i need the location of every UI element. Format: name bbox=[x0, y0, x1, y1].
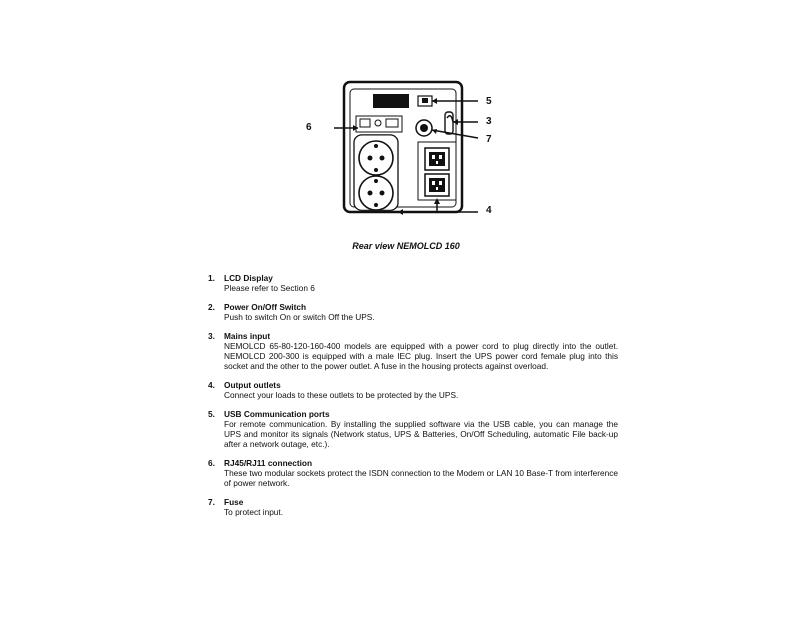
item-description: NEMOLCD 65-80-120-160-400 models are equipped with a power cord to plug directly into the outlet. NEMOLCD 200-300 is equipped with a male IEC plug. Insert the UPS power cord female plug into this socket and the other to the power outlet. A fuse in the housing protects against overload. bbox=[224, 341, 618, 371]
item-number: 2. bbox=[208, 302, 215, 312]
list-item bbox=[208, 331, 618, 371]
list-item bbox=[208, 458, 618, 488]
item-number: 7. bbox=[208, 497, 215, 507]
item-title: Mains input bbox=[224, 331, 271, 341]
callout-5: 5 bbox=[486, 96, 492, 107]
callout-4: 4 bbox=[486, 205, 492, 216]
item-number: 6. bbox=[208, 458, 215, 468]
component-list bbox=[208, 273, 618, 526]
figure-caption: Rear view NEMOLCD 160 bbox=[352, 241, 460, 251]
item-title: RJ45/RJ11 connection bbox=[224, 458, 313, 468]
item-title: USB Communication ports bbox=[224, 409, 330, 419]
item-description: Push to switch On or switch Off the UPS. bbox=[224, 312, 375, 322]
callout-6: 6 bbox=[306, 122, 312, 133]
item-number: 1. bbox=[208, 273, 215, 283]
item-description: Please refer to Section 6 bbox=[224, 283, 315, 293]
item-number: 3. bbox=[208, 331, 215, 341]
list-item bbox=[208, 302, 618, 322]
item-description: Connect your loads to these outlets to be protected by the UPS. bbox=[224, 390, 459, 400]
item-title: LCD Display bbox=[224, 273, 273, 283]
item-description: To protect input. bbox=[224, 507, 284, 517]
item-description: These two modular sockets protect the ISDN connection to the Modem or LAN 10 Base-T from interference of power network. bbox=[224, 468, 618, 488]
item-number: 5. bbox=[208, 409, 215, 419]
item-title: Fuse bbox=[224, 497, 244, 507]
callout-3: 3 bbox=[486, 116, 492, 127]
ups-rear-view-diagram bbox=[300, 76, 500, 216]
list-item bbox=[208, 273, 618, 293]
callout-7: 7 bbox=[486, 134, 492, 145]
item-number: 4. bbox=[208, 380, 215, 390]
list-item bbox=[208, 497, 618, 517]
item-description: For remote communication. By installing the supplied software via the USB cable, you can manage the UPS and monitor its signals (Network status, UPS & Batteries, On/Off Scheduling, automatic File back-up after a network outage, etc.). bbox=[224, 419, 618, 449]
list-item bbox=[208, 380, 618, 400]
item-title: Output outlets bbox=[224, 380, 281, 390]
list-item bbox=[208, 409, 618, 449]
item-title: Power On/Off Switch bbox=[224, 302, 307, 312]
